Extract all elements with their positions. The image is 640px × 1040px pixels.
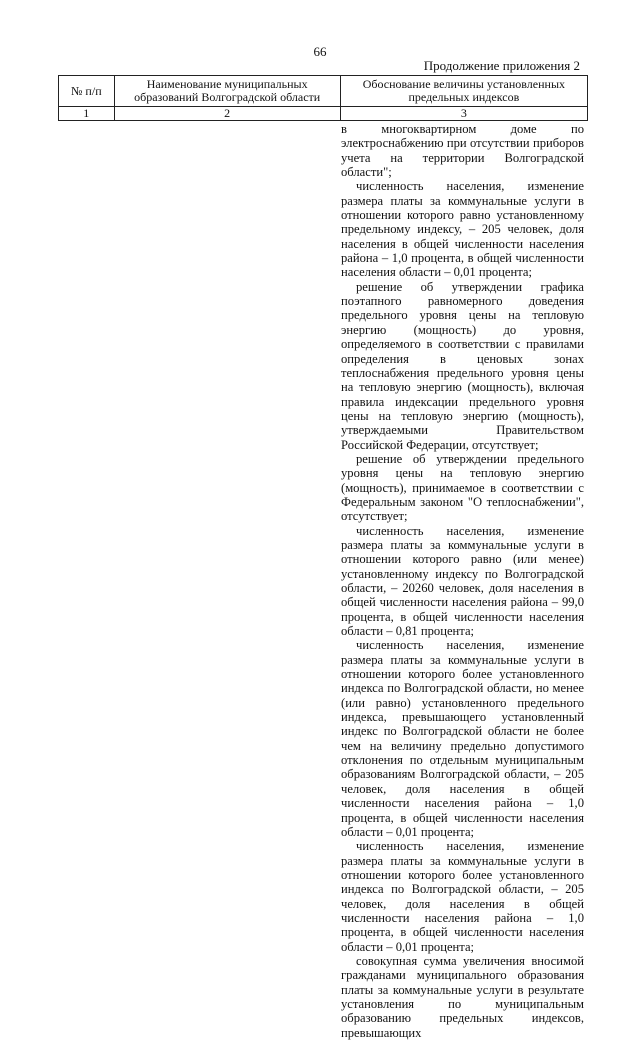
paragraph: численность населения, изменение размера платы за коммунальные услуги в отношении которого равно установленному предельному индексу, – 205 человек, доля населения в общей численности населения района – 1,0 процента, в общей численности населения области – 0,01 процента; (341, 179, 584, 280)
justification-text (341, 122, 584, 1040)
col-header-municipality: Наименование муниципальных образований Волгоградской области (114, 76, 340, 107)
paragraph: в многоквартирном доме по электроснабжению при отсутствии приборов учета на территории Волгоградской области"; (341, 122, 584, 180)
col-number-3: 3 (340, 107, 587, 121)
paragraph: численность населения, изменение размера платы за коммунальные услуги в отношении которого более установленного индекса по Волгоградской области, – 205 человек, доля населения в общей численности населения района – 1,0 процента, в общей численности населения области – 0,01 процента; (341, 839, 584, 954)
col-header-justification: Обоснование величины установленных предельных индексов (340, 76, 587, 107)
continuation-label: Продолжение приложения 2 (423, 58, 580, 73)
page-number: 66 (313, 44, 327, 59)
col-header-number: № п/п (59, 76, 115, 107)
header-row (59, 76, 588, 107)
col-number-2: 2 (114, 107, 340, 121)
column-number-row (59, 107, 588, 121)
header-table (58, 75, 588, 121)
paragraph: решение об утверждении графика поэтапного равномерного доведения предельного уровня цены на тепловую энергию (мощность) до уровня, определяемого в соответствии с правилами определения в ценовых зонах теплоснабжения предельного уровня цены на тепловую энергию (мощность), включая правила индексации предельного уровня цены на тепловую энергию (мощность), утверждаемыми Правительством Российской Федерации, отсутствует; (341, 279, 584, 452)
paragraph: численность населения, изменение размера платы за коммунальные услуги в отношении которого более установленного индекса по Волгоградской области, но менее (или равно) установленного предельного индекса, превышающего установленный индекс по Волгоградской области не более чем на величину предельно допустимого отклонения по отдельным муниципальным образованиям Волгоградской области, – 205 человек, доля населения в общей численности населения района – 1,0 процента, в общей численности населения области – 0,01 процента; (341, 638, 584, 839)
paragraph: совокупная сумма увеличения вносимой гражданами муниципального образования платы за коммунальные услуги в результате установления по муниципальным образованию предельных индексов, превышающих (341, 953, 584, 1040)
paragraph: решение об утверждении предельного уровня цены на тепловую энергию (мощность), принимаемое в соответствии с Федеральным законом "О теплоснабжении", отсутствует; (341, 451, 584, 524)
col-number-1: 1 (59, 107, 115, 121)
paragraph: численность населения, изменение размера платы за коммунальные услуги в отношении которого равно (или менее) установленному индексу по Волгоградской области, – 20260 человек, доля населения в общей численности населения района – 99,0 процента, в общей численности населения области – 0,81 процента; (341, 523, 584, 639)
